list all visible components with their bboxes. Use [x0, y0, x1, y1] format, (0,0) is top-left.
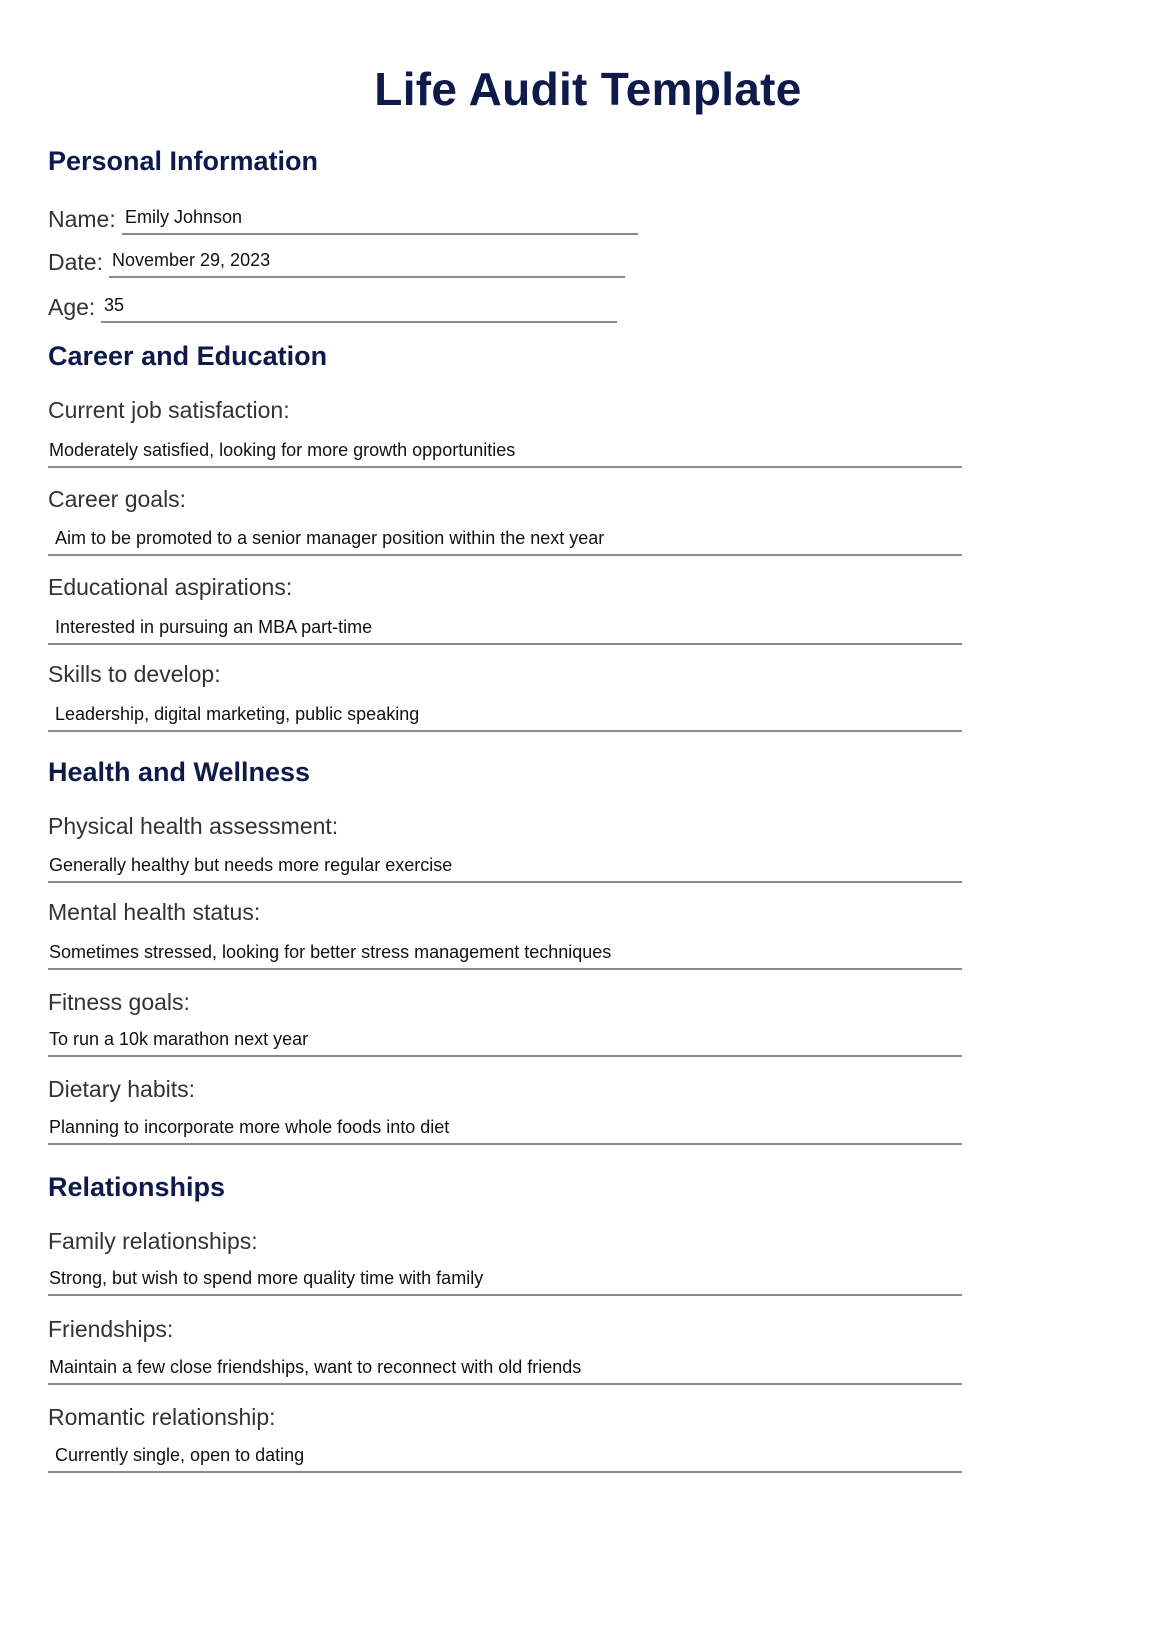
fitness-goals-value: To run a 10k marathon next year [49, 1029, 309, 1049]
fitness-goals-label: Fitness goals: [48, 989, 190, 1015]
name-underline [122, 233, 638, 235]
age-underline [101, 321, 617, 323]
romantic-relationship-label: Romantic relationship: [48, 1404, 276, 1430]
page-title: Life Audit Template [374, 63, 802, 115]
educational-aspirations-answer[interactable] [48, 613, 962, 645]
fitness-goals-answer[interactable] [48, 1025, 962, 1057]
job-satisfaction-answer[interactable] [48, 436, 962, 468]
physical-health-label: Physical health assessment: [48, 813, 339, 839]
skills-to-develop-answer[interactable] [48, 700, 962, 732]
family-relationships-answer[interactable] [48, 1264, 962, 1296]
age-field [48, 283, 648, 323]
friendships-value: Maintain a few close friendships, want to reconnect with old friends [49, 1357, 582, 1377]
section-heading-career-education: Career and Education [48, 341, 328, 371]
mental-health-label: Mental health status: [48, 899, 261, 925]
skills-to-develop-value: Leadership, digital marketing, public speaking [55, 704, 420, 724]
dietary-habits-value: Planning to incorporate more whole foods into diet [49, 1117, 450, 1137]
family-relationships-value: Strong, but wish to spend more quality time with family [49, 1268, 484, 1288]
skills-to-develop-label: Skills to develop: [48, 661, 221, 687]
mental-health-value: Sometimes stressed, looking for better stress management techniques [49, 942, 612, 962]
career-goals-label: Career goals: [48, 486, 187, 512]
name-field [48, 195, 648, 235]
physical-health-value: Generally healthy but needs more regular exercise [49, 855, 453, 875]
friendships-label: Friendships: [48, 1316, 174, 1342]
physical-health-answer[interactable] [48, 851, 962, 883]
family-relationships-label: Family relationships: [48, 1228, 258, 1254]
friendships-answer[interactable] [48, 1353, 962, 1385]
date-field [48, 238, 648, 278]
romantic-relationship-answer[interactable] [48, 1441, 962, 1473]
career-goals-value: Aim to be promoted to a senior manager position within the next year [55, 528, 605, 548]
name-value[interactable]: Emily Johnson [125, 207, 243, 227]
date-underline [109, 276, 625, 278]
job-satisfaction-value: Moderately satisfied, looking for more growth opportunities [49, 440, 516, 460]
educational-aspirations-value: Interested in pursuing an MBA part-time [55, 617, 373, 637]
educational-aspirations-label: Educational aspirations: [48, 574, 293, 600]
romantic-relationship-value: Currently single, open to dating [55, 1445, 305, 1465]
section-heading-relationships: Relationships [48, 1172, 226, 1202]
dietary-habits-label: Dietary habits: [48, 1076, 196, 1102]
age-value[interactable]: 35 [104, 295, 125, 315]
age-label: Age: [48, 294, 96, 320]
mental-health-answer[interactable] [48, 938, 962, 970]
section-heading-personal-information: Personal Information [48, 146, 319, 176]
career-goals-answer[interactable] [48, 524, 962, 556]
name-label: Name: [48, 206, 116, 232]
dietary-habits-answer[interactable] [48, 1113, 962, 1145]
date-label: Date: [48, 249, 103, 275]
section-heading-health-wellness: Health and Wellness [48, 757, 311, 787]
date-value[interactable]: November 29, 2023 [112, 250, 271, 270]
job-satisfaction-label: Current job satisfaction: [48, 397, 290, 423]
